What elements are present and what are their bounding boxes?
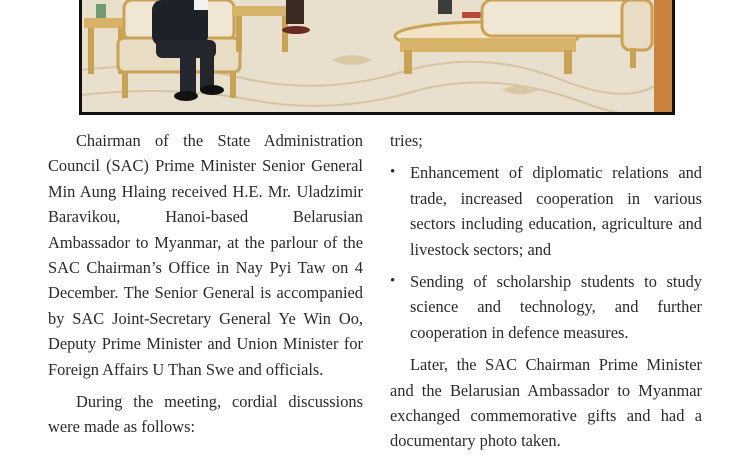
- list-item-text: Enhancement of diplomatic relations and trade, increased cooperation in various sectors including education, agriculture and livestock sectors; and: [410, 163, 702, 259]
- closing-paragraph: Later, the SAC Chairman Prime Minister and the Belarusian Ambassador to Myanmar exchanged commemorative gifts and had a documentary photo taken.: [390, 355, 702, 451]
- right-column: [390, 128, 702, 454]
- left-column: [48, 128, 363, 440]
- bullet-icon: •: [390, 164, 396, 181]
- continued-text: tries;: [390, 131, 423, 150]
- discussion-list: [390, 160, 702, 345]
- list-item: [390, 269, 702, 345]
- list-item: [390, 160, 702, 262]
- list-item-text: Sending of scholarship students to study science and technology, and further cooperation in defence measures.: [410, 272, 702, 342]
- meeting-photo: [79, 0, 675, 115]
- meeting-photo-illustration: [82, 0, 672, 112]
- bullet-icon: •: [390, 273, 396, 290]
- meeting-paragraph: During the meeting, cordial discussions were made as follows:: [48, 392, 363, 437]
- intro-paragraph: Chairman of the State Administration Council (SAC) Prime Minister Senior General Min Aung Hlaing received H.E. Mr. Uladzimir Baravikou, Hanoi-based Belarusian Ambassador to Myanmar, at the parlour of the SAC Chairman’s Office in Nay Pyi Taw on 4 December. The Senior General is accompanied by SAC Joint-Secretary General Ye Win Oo, Deputy Prime Minister and Union Minister for Foreign Affairs U Than Swe and officials.: [48, 131, 363, 379]
